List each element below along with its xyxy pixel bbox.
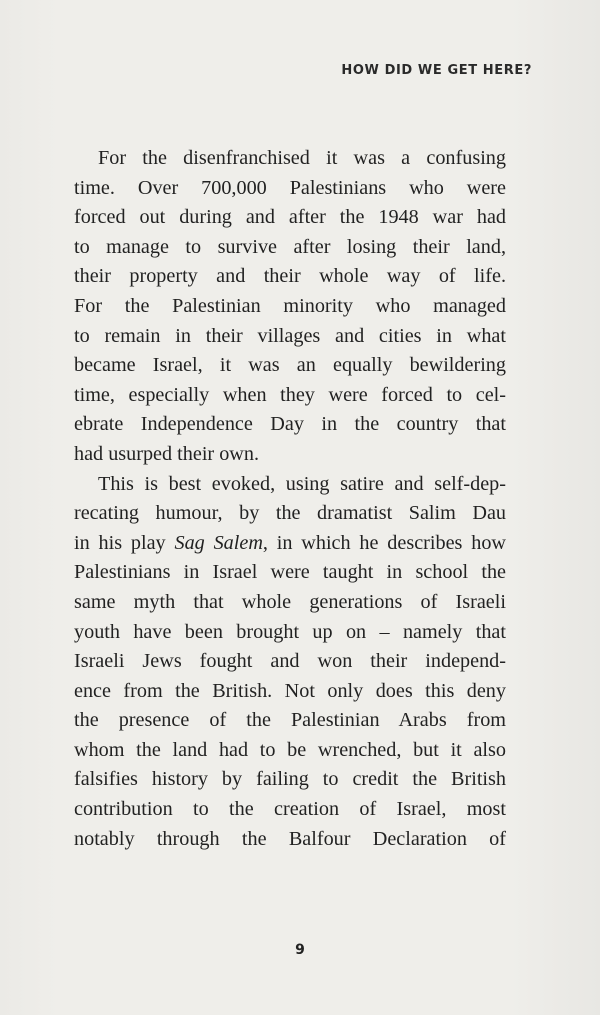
text-line: ebrate Independence Day in the country that bbox=[74, 413, 506, 436]
play-title: Sag Salem bbox=[174, 531, 263, 554]
text-line: the presence of the Palestinian Arabs from bbox=[74, 709, 506, 732]
text-line: forced out during and after the 1948 war had bbox=[74, 206, 506, 229]
text-line: For the Palestinian minority who managed bbox=[74, 294, 506, 317]
paragraph-1 bbox=[74, 144, 506, 470]
text-line: to manage to survive after losing their land, bbox=[74, 235, 506, 258]
text-line: had usurped their own. bbox=[74, 442, 260, 465]
text-line: time. Over 700,000 Palestinians who were bbox=[74, 176, 506, 199]
running-head: HOW DID WE GET HERE? bbox=[341, 63, 532, 78]
text-line: ence from the British. Not only does this deny bbox=[74, 679, 506, 702]
text-line: This is best evoked, using satire and self-dep- bbox=[98, 472, 506, 495]
text-line: Palestinians in Israel were taught in school the bbox=[74, 561, 506, 584]
text-line: For the disenfranchised it was a confusing bbox=[98, 147, 506, 169]
text-line: recating humour, by the dramatist Salim Dau bbox=[74, 502, 506, 525]
text-line: whom the land had to be wrenched, but it also bbox=[74, 738, 506, 761]
text-run: , in which he describes how bbox=[262, 531, 506, 554]
text-run: in his play bbox=[74, 531, 175, 554]
text-line: youth have been brought up on – namely that bbox=[74, 620, 506, 643]
page-number: 9 bbox=[295, 942, 305, 958]
text-line: their property and their whole way of life. bbox=[74, 265, 506, 288]
text-line: same myth that whole generations of Israeli bbox=[74, 590, 506, 613]
text-line: became Israel, it was an equally bewildering bbox=[74, 354, 506, 377]
text-line: contribution to the creation of Israel, most bbox=[74, 798, 506, 821]
text-line: to remain in their villages and cities in what bbox=[74, 324, 506, 347]
body-text bbox=[74, 144, 506, 854]
text-line: time, especially when they were forced to cel- bbox=[74, 383, 506, 406]
text-line: falsifies history by failing to credit the British bbox=[74, 768, 506, 791]
text-line-with-italic bbox=[74, 529, 506, 559]
text-line: Israeli Jews fought and won their independ- bbox=[74, 650, 506, 673]
text-line: notably through the Balfour Declaration of bbox=[74, 827, 506, 850]
paragraph-2 bbox=[74, 470, 506, 855]
